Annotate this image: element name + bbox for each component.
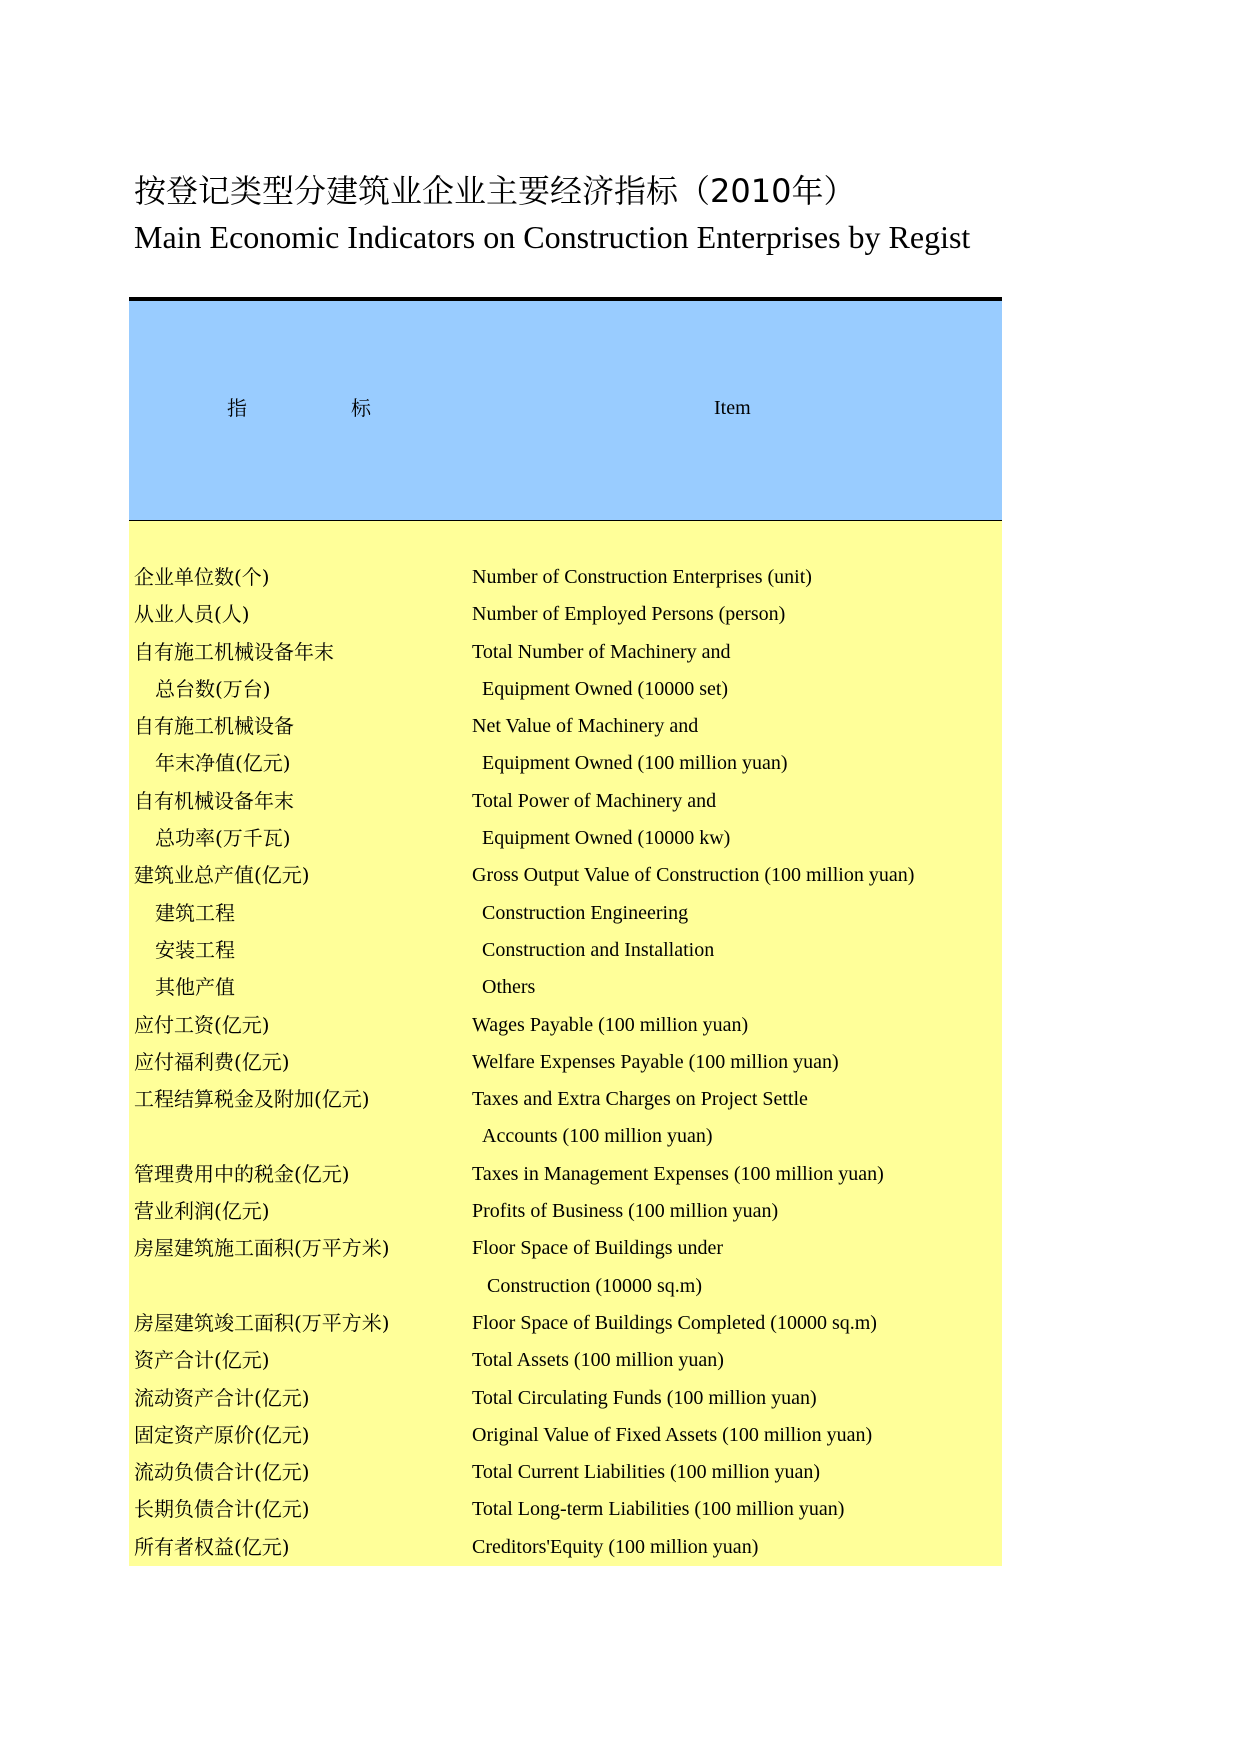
table-row <box>129 969 1002 1006</box>
indicator-list <box>129 559 1002 1566</box>
row-label-cn: 自有施工机械设备年末 <box>134 639 334 664</box>
row-label-cn: 自有施工机械设备 <box>134 714 294 739</box>
page-title-english: Main Economic Indicators on Construction Enterprises by Regist <box>134 220 971 255</box>
table-row <box>129 1007 1002 1044</box>
row-label-en: Number of Employed Persons (person) <box>472 603 786 626</box>
row-label-en: Original Value of Fixed Assets (100 million yuan) <box>472 1423 873 1446</box>
header-label-cn-part2: 标 <box>351 396 371 420</box>
row-label-cn: 应付工资(亿元) <box>134 1012 270 1037</box>
row-label-en: Equipment Owned (100 million yuan) <box>482 752 788 775</box>
table-row <box>129 1230 1002 1267</box>
row-label-en: Total Number of Machinery and <box>472 640 731 663</box>
row-label-en: Creditors'Equity (100 million yuan) <box>472 1535 759 1558</box>
table-row <box>129 1491 1002 1528</box>
row-label-cn: 房屋建筑竣工面积(万平方米) <box>134 1310 390 1335</box>
row-label-en: Taxes and Extra Charges on Project Settle <box>472 1088 808 1111</box>
row-label-cn: 工程结算税金及附加(亿元) <box>134 1087 370 1112</box>
table-row <box>129 745 1002 782</box>
row-label-en: Total Circulating Funds (100 million yuan) <box>472 1386 817 1409</box>
row-label-cn: 建筑工程 <box>155 900 235 925</box>
row-label-cn: 总功率(万千瓦) <box>155 826 291 851</box>
table-row <box>129 1305 1002 1342</box>
header-label-cn-part1: 指 <box>227 396 247 420</box>
row-label-cn: 安装工程 <box>155 937 235 962</box>
row-label-cn: 长期负债合计(亿元) <box>134 1497 310 1522</box>
table-row <box>129 1081 1002 1118</box>
row-label-en: Total Long-term Liabilities (100 million yuan) <box>472 1498 845 1521</box>
row-label-cn: 总台数(万台) <box>155 676 271 701</box>
row-label-cn: 自有机械设备年末 <box>134 788 294 813</box>
row-label-en: Net Value of Machinery and <box>472 715 699 738</box>
row-label-cn: 资产合计(亿元) <box>134 1348 270 1373</box>
row-label-en: Floor Space of Buildings under <box>472 1237 724 1260</box>
row-label-en: Total Power of Machinery and <box>472 789 717 812</box>
table-row <box>129 895 1002 932</box>
table-row <box>129 783 1002 820</box>
table-row <box>129 1193 1002 1230</box>
table-row <box>129 1454 1002 1491</box>
row-label-en: Equipment Owned (10000 set) <box>482 677 729 700</box>
row-label-en: Number of Construction Enterprises (unit) <box>472 566 812 588</box>
table-row <box>129 634 1002 671</box>
page-title-chinese: 按登记类型分建筑业企业主要经济指标（2010年） <box>134 172 856 210</box>
header-label-item: Item <box>714 397 751 419</box>
row-label-cn: 营业利润(亿元) <box>134 1199 270 1224</box>
row-label-cn: 应付福利费(亿元) <box>134 1049 290 1074</box>
table-row <box>129 1380 1002 1417</box>
row-label-cn: 从业人员(人) <box>134 602 250 627</box>
row-label-en: Welfare Expenses Payable (100 million yuan) <box>472 1050 839 1073</box>
row-label-en: Total Assets (100 million yuan) <box>472 1349 724 1372</box>
row-label-cn: 所有者权益(亿元) <box>134 1534 290 1559</box>
table-header <box>129 297 1002 521</box>
row-label-en: Profits of Business (100 million yuan) <box>472 1200 779 1223</box>
row-label-cn: 建筑业总产值(亿元) <box>134 863 310 888</box>
row-label-en: Equipment Owned (10000 kw) <box>482 827 731 850</box>
row-label-cn: 固定资产原价(亿元) <box>134 1422 310 1447</box>
table-row <box>129 559 1002 596</box>
table-row <box>129 1342 1002 1379</box>
table-row <box>129 1044 1002 1081</box>
row-label-cn: 年末净值(亿元) <box>155 751 291 776</box>
row-label-en: Construction and Installation <box>482 938 715 961</box>
row-label-en: Others <box>482 976 536 999</box>
table-row <box>129 671 1002 708</box>
table-row <box>129 1156 1002 1193</box>
table-row <box>129 1417 1002 1454</box>
row-label-cn: 流动负债合计(亿元) <box>134 1460 310 1485</box>
table-row <box>129 708 1002 745</box>
table-row <box>129 1529 1002 1566</box>
row-label-cn: 管理费用中的税金(亿元) <box>134 1161 350 1186</box>
row-label-en: Total Current Liabilities (100 million yuan) <box>472 1461 820 1484</box>
table-row <box>129 857 1002 894</box>
row-label-en: Construction Engineering <box>482 901 689 924</box>
row-label-en: Construction (10000 sq.m) <box>487 1274 702 1297</box>
row-label-cn: 企业单位数(个) <box>134 565 270 589</box>
row-label-cn: 其他产值 <box>155 975 235 1000</box>
table-row <box>129 932 1002 969</box>
row-label-cn: 流动资产合计(亿元) <box>134 1385 310 1410</box>
row-label-cn: 房屋建筑施工面积(万平方米) <box>134 1236 390 1261</box>
row-label-en: Accounts (100 million yuan) <box>482 1125 713 1148</box>
table-row <box>129 596 1002 633</box>
table-row <box>129 1118 1002 1155</box>
table-row <box>129 820 1002 857</box>
row-label-en: Gross Output Value of Construction (100 million yuan) <box>472 864 915 887</box>
row-label-en: Wages Payable (100 million yuan) <box>472 1013 749 1036</box>
row-label-en: Taxes in Management Expenses (100 million yuan) <box>472 1162 884 1185</box>
table-row <box>129 1268 1002 1305</box>
row-label-en: Floor Space of Buildings Completed (10000 sq.m) <box>472 1311 877 1334</box>
